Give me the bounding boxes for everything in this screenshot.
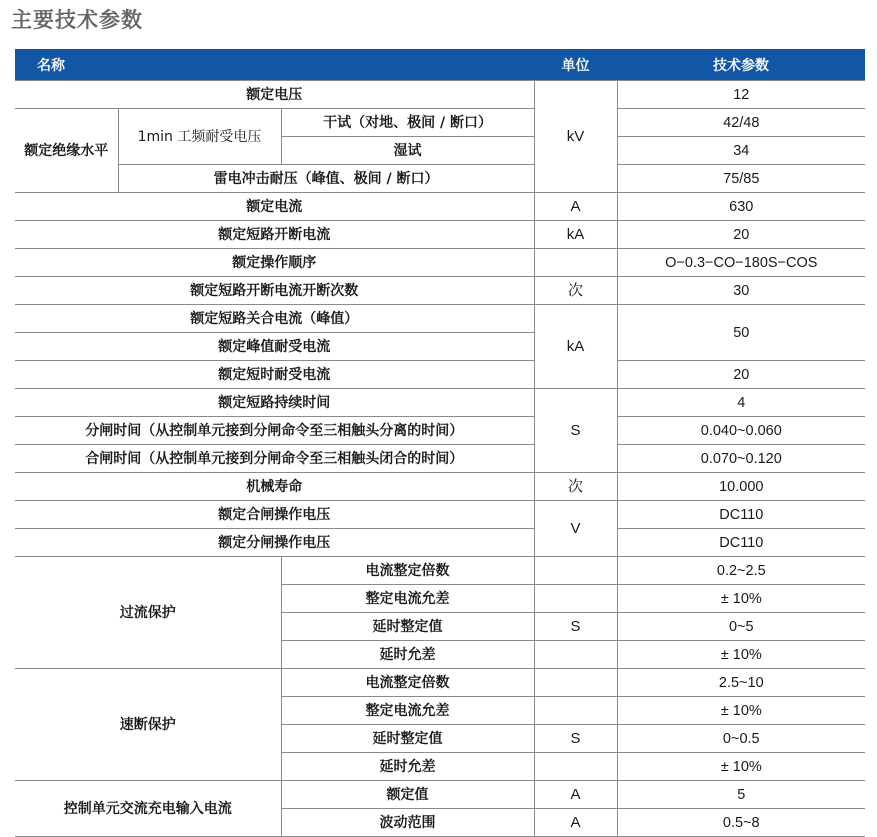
row-value: ± 10% (617, 585, 865, 613)
row-unit: V (534, 501, 617, 557)
header-value: 技术参数 (617, 49, 865, 81)
header-name: 名称 (15, 49, 534, 81)
row-group-name: 过流保护 (15, 557, 281, 669)
row-value: 0~0.5 (617, 725, 865, 753)
row-value: 75/85 (617, 165, 865, 193)
row-name: 机械寿命 (15, 473, 534, 501)
row-value: ± 10% (617, 697, 865, 725)
row-unit (534, 697, 617, 725)
row-value: 20 (617, 221, 865, 249)
row-unit: A (534, 809, 617, 837)
row-name: 额定电流 (15, 193, 534, 221)
row-group-name: 额定绝缘水平 (15, 109, 118, 193)
row-value: 50 (617, 305, 865, 361)
row-unit: S (534, 613, 617, 641)
row-name: 延时允差 (281, 641, 534, 669)
row-name: 额定短路关合电流（峰值） (15, 305, 534, 333)
row-name: 湿试 (281, 137, 534, 165)
page-title: 主要技术参数 (11, 8, 143, 32)
row-name: 电流整定倍数 (281, 557, 534, 585)
row-value: 0.2~2.5 (617, 557, 865, 585)
table-row (15, 165, 865, 193)
row-unit (534, 669, 617, 697)
row-unit: A (534, 781, 617, 809)
row-name: 额定峰值耐受电流 (15, 333, 534, 361)
spec-table (15, 49, 865, 837)
table-row (15, 557, 865, 585)
row-name: 延时整定值 (281, 613, 534, 641)
row-value: O−0.3−CO−180S−COS (617, 249, 865, 277)
row-unit: kV (534, 81, 617, 193)
row-value: DC110 (617, 529, 865, 557)
row-value: 12 (617, 81, 865, 109)
row-value: DC110 (617, 501, 865, 529)
row-name: 合闸时间（从控制单元接到分闸命令至三相触头闭合的时间） (15, 445, 534, 473)
row-name: 电流整定倍数 (281, 669, 534, 697)
table-row (15, 249, 865, 277)
row-name: 额定分闸操作电压 (15, 529, 534, 557)
row-value: 42/48 (617, 109, 865, 137)
table-row (15, 389, 865, 417)
row-unit (534, 753, 617, 781)
row-value: 20 (617, 361, 865, 389)
row-name: 额定合闸操作电压 (15, 501, 534, 529)
row-value: 5 (617, 781, 865, 809)
row-subgroup-name: 1min 工频耐受电压 (118, 109, 281, 165)
row-name: 额定电压 (15, 81, 534, 109)
table-row (15, 361, 865, 389)
table-row (15, 529, 865, 557)
table-row (15, 417, 865, 445)
table-row (15, 669, 865, 697)
row-name: 额定短路持续时间 (15, 389, 534, 417)
table-row (15, 501, 865, 529)
row-unit: A (534, 193, 617, 221)
row-unit: S (534, 389, 617, 473)
table-row (15, 193, 865, 221)
header-unit: 单位 (534, 49, 617, 81)
table-row (15, 81, 865, 109)
row-unit: kA (534, 305, 617, 389)
row-name: 延时允差 (281, 753, 534, 781)
row-name: 延时整定值 (281, 725, 534, 753)
row-name: 整定电流允差 (281, 697, 534, 725)
row-unit: 次 (534, 277, 617, 305)
row-unit: S (534, 725, 617, 753)
table-row (15, 445, 865, 473)
row-unit (534, 641, 617, 669)
row-value: 0.070~0.120 (617, 445, 865, 473)
row-value: 4 (617, 389, 865, 417)
row-unit (534, 557, 617, 585)
row-value: 0.040~0.060 (617, 417, 865, 445)
row-name: 额定操作顺序 (15, 249, 534, 277)
row-value: 30 (617, 277, 865, 305)
row-name: 额定短路开断电流 (15, 221, 534, 249)
table-row (15, 109, 865, 137)
row-value: 0~5 (617, 613, 865, 641)
row-group-name: 控制单元交流充电输入电流 (15, 781, 281, 837)
row-value: 630 (617, 193, 865, 221)
row-name: 雷电冲击耐压（峰值、极间 / 断口） (118, 165, 534, 193)
row-unit (534, 249, 617, 277)
row-value: ± 10% (617, 641, 865, 669)
row-value: 34 (617, 137, 865, 165)
row-name: 额定值 (281, 781, 534, 809)
row-value: 0.5~8 (617, 809, 865, 837)
row-value: 10.000 (617, 473, 865, 501)
table-row (15, 221, 865, 249)
table-row (15, 473, 865, 501)
row-name: 整定电流允差 (281, 585, 534, 613)
table-row (15, 277, 865, 305)
table-header-row (15, 49, 865, 81)
row-name: 额定短路开断电流开断次数 (15, 277, 534, 305)
row-value: ± 10% (617, 753, 865, 781)
row-unit (534, 585, 617, 613)
row-name: 额定短时耐受电流 (15, 361, 534, 389)
row-unit: kA (534, 221, 617, 249)
row-name: 波动范围 (281, 809, 534, 837)
row-group-name: 速断保护 (15, 669, 281, 781)
table-row (15, 305, 865, 333)
row-value: 2.5~10 (617, 669, 865, 697)
row-unit: 次 (534, 473, 617, 501)
row-name: 干试（对地、极间 / 断口） (281, 109, 534, 137)
row-name: 分闸时间（从控制单元接到分闸命令至三相触头分离的时间） (15, 417, 534, 445)
table-row (15, 781, 865, 809)
